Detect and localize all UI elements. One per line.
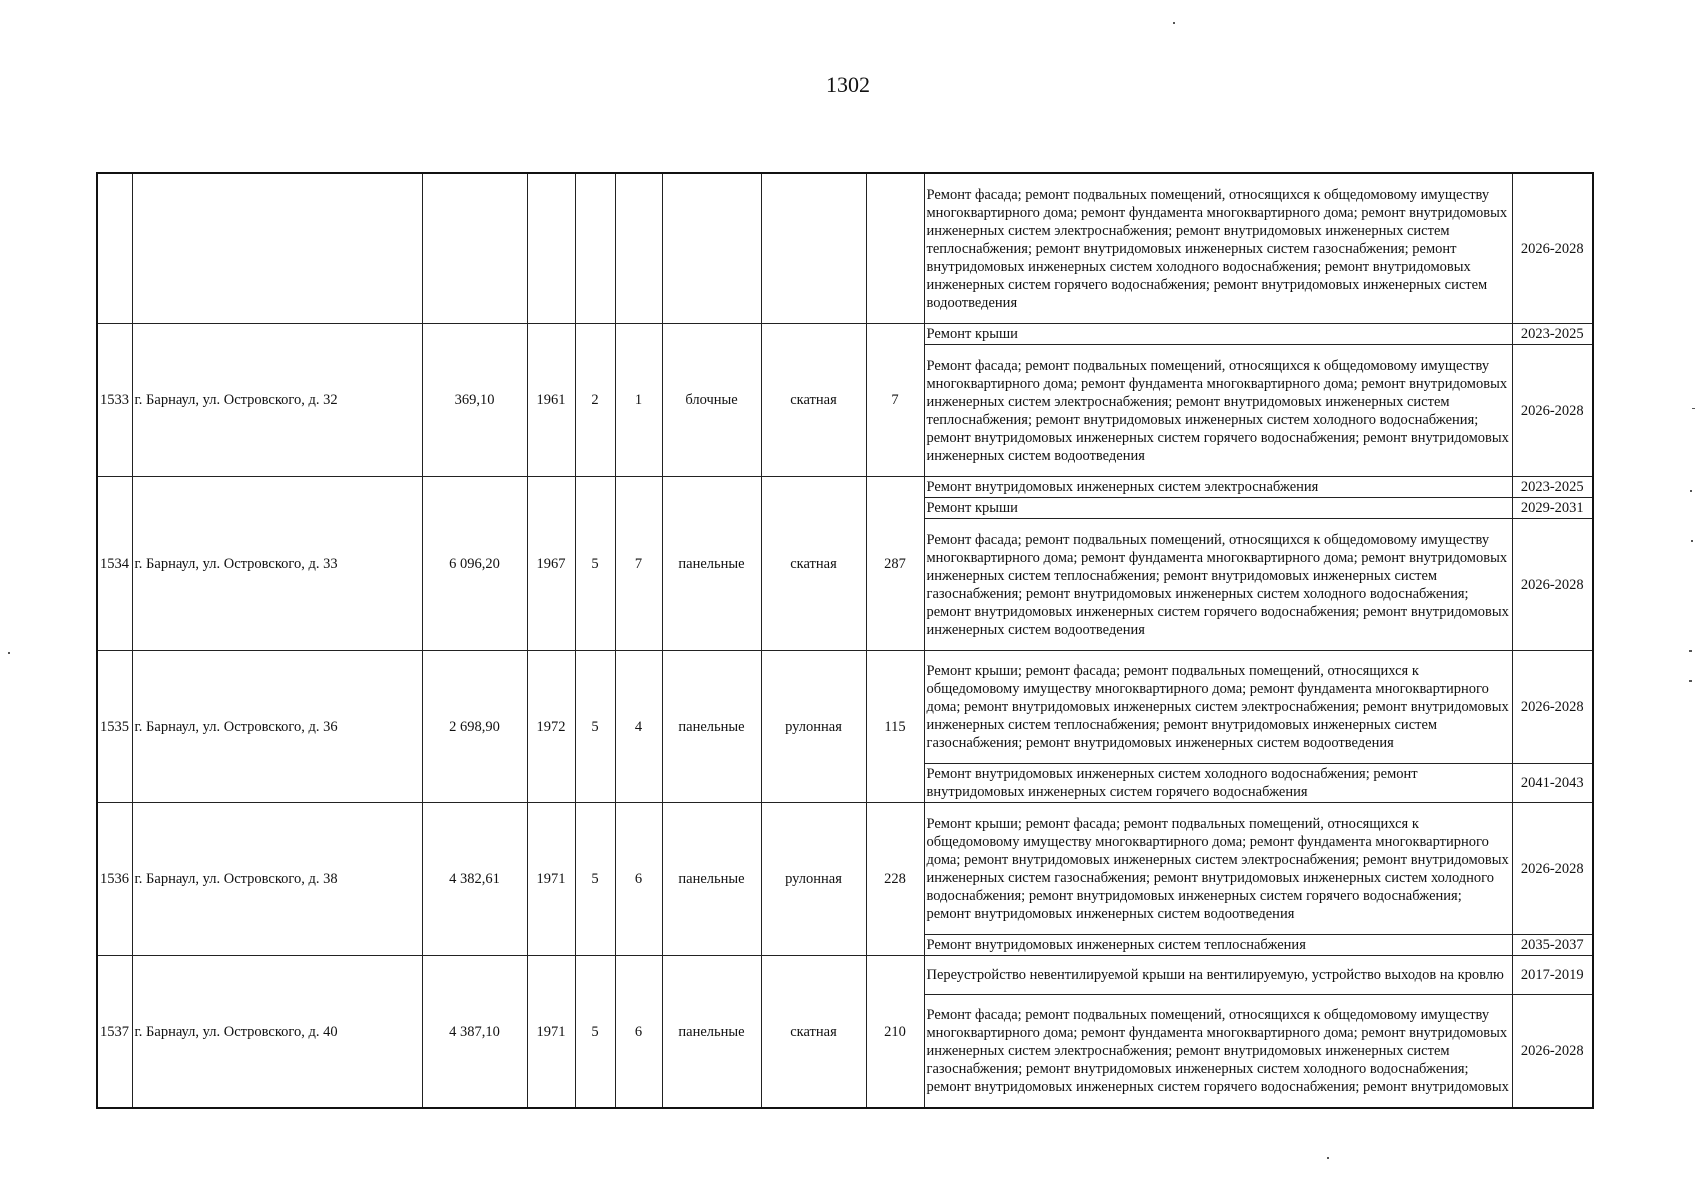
house-year: 1972 — [527, 651, 575, 803]
floors-cell — [575, 173, 615, 324]
period-cell: 2023-2025 — [1512, 324, 1593, 345]
residents-cell — [866, 173, 924, 324]
house-address: г. Барнаул, ул. Островского, д. 33 — [132, 477, 422, 651]
period-cell: 2026-2028 — [1512, 173, 1593, 324]
house-entrances: 6 — [615, 956, 662, 1109]
works-cell: Ремонт крыши — [924, 498, 1512, 519]
house-entrances: 1 — [615, 324, 662, 477]
scan-speck — [1327, 1157, 1329, 1159]
table-row — [97, 651, 1593, 764]
house-residents: 287 — [866, 477, 924, 651]
house-walls: панельные — [662, 651, 761, 803]
house-year: 1961 — [527, 324, 575, 477]
period-cell: 2026-2028 — [1512, 651, 1593, 764]
scan-speck — [8, 652, 10, 654]
works-cell: Ремонт внутридомовых инженерных систем холодного водоснабжения; ремонт внутридомовых инженерных систем горячего водоснабжения — [924, 764, 1512, 803]
house-number: 1537 — [97, 956, 132, 1109]
house-entrances: 4 — [615, 651, 662, 803]
house-roof: скатная — [761, 956, 866, 1109]
entrances-cell — [615, 173, 662, 324]
works-cell: Ремонт фасада; ремонт подвальных помещений, относящихся к общедомовому имуществу многоквартирного дома; ремонт фундамента многоквартирного дома; ремонт внутридомовых инженерных систем теплоснабжения; ремонт внутридомовых инженерных систем газоснабжения; ремонт внутридомовых инженерных систем холодного водоснабжения; ремонт внутридомовых инженерных систем горячего водоснабжения; ремонт внутридомовых инженерных систем водоотведения — [924, 519, 1512, 651]
house-year: 1971 — [527, 803, 575, 956]
works-cell: Переустройство невентилируемой крыши на вентилируемую, устройство выходов на кровлю — [924, 956, 1512, 995]
works-cell: Ремонт внутридомовых инженерных систем теплоснабжения — [924, 935, 1512, 956]
registry-table — [96, 172, 1594, 1109]
house-residents: 228 — [866, 803, 924, 956]
house-address: г. Барнаул, ул. Островского, д. 40 — [132, 956, 422, 1109]
house-residents: 210 — [866, 956, 924, 1109]
house-residents: 7 — [866, 324, 924, 477]
works-cell: Ремонт крыши — [924, 324, 1512, 345]
registry-table-body — [97, 173, 1593, 1108]
scan-speck — [1689, 680, 1692, 682]
house-address: г. Барнаул, ул. Островского, д. 36 — [132, 651, 422, 803]
walls-cell — [662, 173, 761, 324]
roof-cell — [761, 173, 866, 324]
house-roof: скатная — [761, 477, 866, 651]
registry-table-container — [96, 172, 1594, 1109]
period-cell: 2026-2028 — [1512, 519, 1593, 651]
house-roof: скатная — [761, 324, 866, 477]
number-cell — [97, 173, 132, 324]
scan-speck — [1173, 22, 1175, 24]
house-area: 4 382,61 — [422, 803, 527, 956]
period-cell: 2023-2025 — [1512, 477, 1593, 498]
works-cell: Ремонт внутридомовых инженерных систем электроснабжения — [924, 477, 1512, 498]
table-row — [97, 803, 1593, 935]
table-row — [97, 477, 1593, 498]
house-number: 1535 — [97, 651, 132, 803]
house-year: 1971 — [527, 956, 575, 1109]
address-cell — [132, 173, 422, 324]
period-cell: 2026-2028 — [1512, 995, 1593, 1109]
house-walls: панельные — [662, 803, 761, 956]
house-floors: 5 — [575, 803, 615, 956]
house-area: 6 096,20 — [422, 477, 527, 651]
period-cell: 2026-2028 — [1512, 345, 1593, 477]
table-row — [97, 324, 1593, 345]
house-floors: 5 — [575, 477, 615, 651]
house-area: 369,10 — [422, 324, 527, 477]
table-row — [97, 173, 1593, 324]
house-area: 2 698,90 — [422, 651, 527, 803]
house-number: 1533 — [97, 324, 132, 477]
scan-speck — [1691, 540, 1693, 542]
page-number: 1302 — [826, 72, 870, 97]
period-cell: 2029-2031 — [1512, 498, 1593, 519]
house-address: г. Барнаул, ул. Островского, д. 38 — [132, 803, 422, 956]
house-year: 1967 — [527, 477, 575, 651]
table-row — [97, 956, 1593, 995]
house-walls: панельные — [662, 956, 761, 1109]
works-cell: Ремонт фасада; ремонт подвальных помещений, относящихся к общедомовому имуществу многоквартирного дома; ремонт фундамента многоквартирного дома; ремонт внутридомовых инженерных систем электроснабжения; ремонт внутридомовых инженерных систем теплоснабжения; ремонт внутридомовых инженерных систем газоснабжения; ремонт внутридомовых инженерных систем холодного водоснабжения; ремонт внутридомовых инженерных систем горячего водоснабжения; ремонт внутридомовых инженерных систем водоотведения — [924, 173, 1512, 324]
house-address: г. Барнаул, ул. Островского, д. 32 — [132, 324, 422, 477]
works-cell: Ремонт фасада; ремонт подвальных помещений, относящихся к общедомовому имуществу многоквартирного дома; ремонт фундамента многоквартирного дома; ремонт внутридомовых инженерных систем электроснабжения; ремонт внутридомовых инженерных систем газоснабжения; ремонт внутридомовых инженерных систем холодного водоснабжения; ремонт внутридомовых инженерных систем горячего водоснабжения; ремонт внутридомовых — [924, 995, 1512, 1109]
house-residents: 115 — [866, 651, 924, 803]
period-cell: 2035-2037 — [1512, 935, 1593, 956]
scan-speck — [1690, 490, 1692, 492]
house-number: 1536 — [97, 803, 132, 956]
house-roof: рулонная — [761, 803, 866, 956]
house-entrances: 6 — [615, 803, 662, 956]
works-cell: Ремонт крыши; ремонт фасада; ремонт подвальных помещений, относящихся к общедомовому имуществу многоквартирного дома; ремонт фундамента многоквартирного дома; ремонт внутридомовых инженерных систем электроснабжения; ремонт внутридомовых инженерных систем газоснабжения; ремонт внутридомовых инженерных систем холодного водоснабжения; ремонт внутридомовых инженерных систем горячего водоснабжения; ремонт внутридомовых инженерных систем водоотведения — [924, 803, 1512, 935]
house-walls: панельные — [662, 477, 761, 651]
scan-speck — [1689, 650, 1692, 652]
area-cell — [422, 173, 527, 324]
works-cell: Ремонт крыши; ремонт фасада; ремонт подвальных помещений, относящихся к общедомовому имуществу многоквартирного дома; ремонт фундамента многоквартирного дома; ремонт внутридомовых инженерных систем электроснабжения; ремонт внутридомовых инженерных систем теплоснабжения; ремонт внутридомовых инженерных систем газоснабжения; ремонт внутридомовых инженерных систем водоотведения — [924, 651, 1512, 764]
period-cell: 2026-2028 — [1512, 803, 1593, 935]
house-roof: рулонная — [761, 651, 866, 803]
house-walls: блочные — [662, 324, 761, 477]
scan-speck — [1692, 408, 1695, 409]
house-area: 4 387,10 — [422, 956, 527, 1109]
period-cell: 2041-2043 — [1512, 764, 1593, 803]
house-entrances: 7 — [615, 477, 662, 651]
house-floors: 5 — [575, 956, 615, 1109]
house-floors: 5 — [575, 651, 615, 803]
period-cell: 2017-2019 — [1512, 956, 1593, 995]
year-cell — [527, 173, 575, 324]
house-number: 1534 — [97, 477, 132, 651]
house-floors: 2 — [575, 324, 615, 477]
works-cell: Ремонт фасада; ремонт подвальных помещений, относящихся к общедомовому имуществу многоквартирного дома; ремонт фундамента многоквартирного дома; ремонт внутридомовых инженерных систем электроснабжения; ремонт внутридомовых инженерных систем теплоснабжения; ремонт внутридомовых инженерных систем холодного водоснабжения; ремонт внутридомовых инженерных систем горячего водоснабжения; ремонт внутридомовых инженерных систем водоотведения — [924, 345, 1512, 477]
